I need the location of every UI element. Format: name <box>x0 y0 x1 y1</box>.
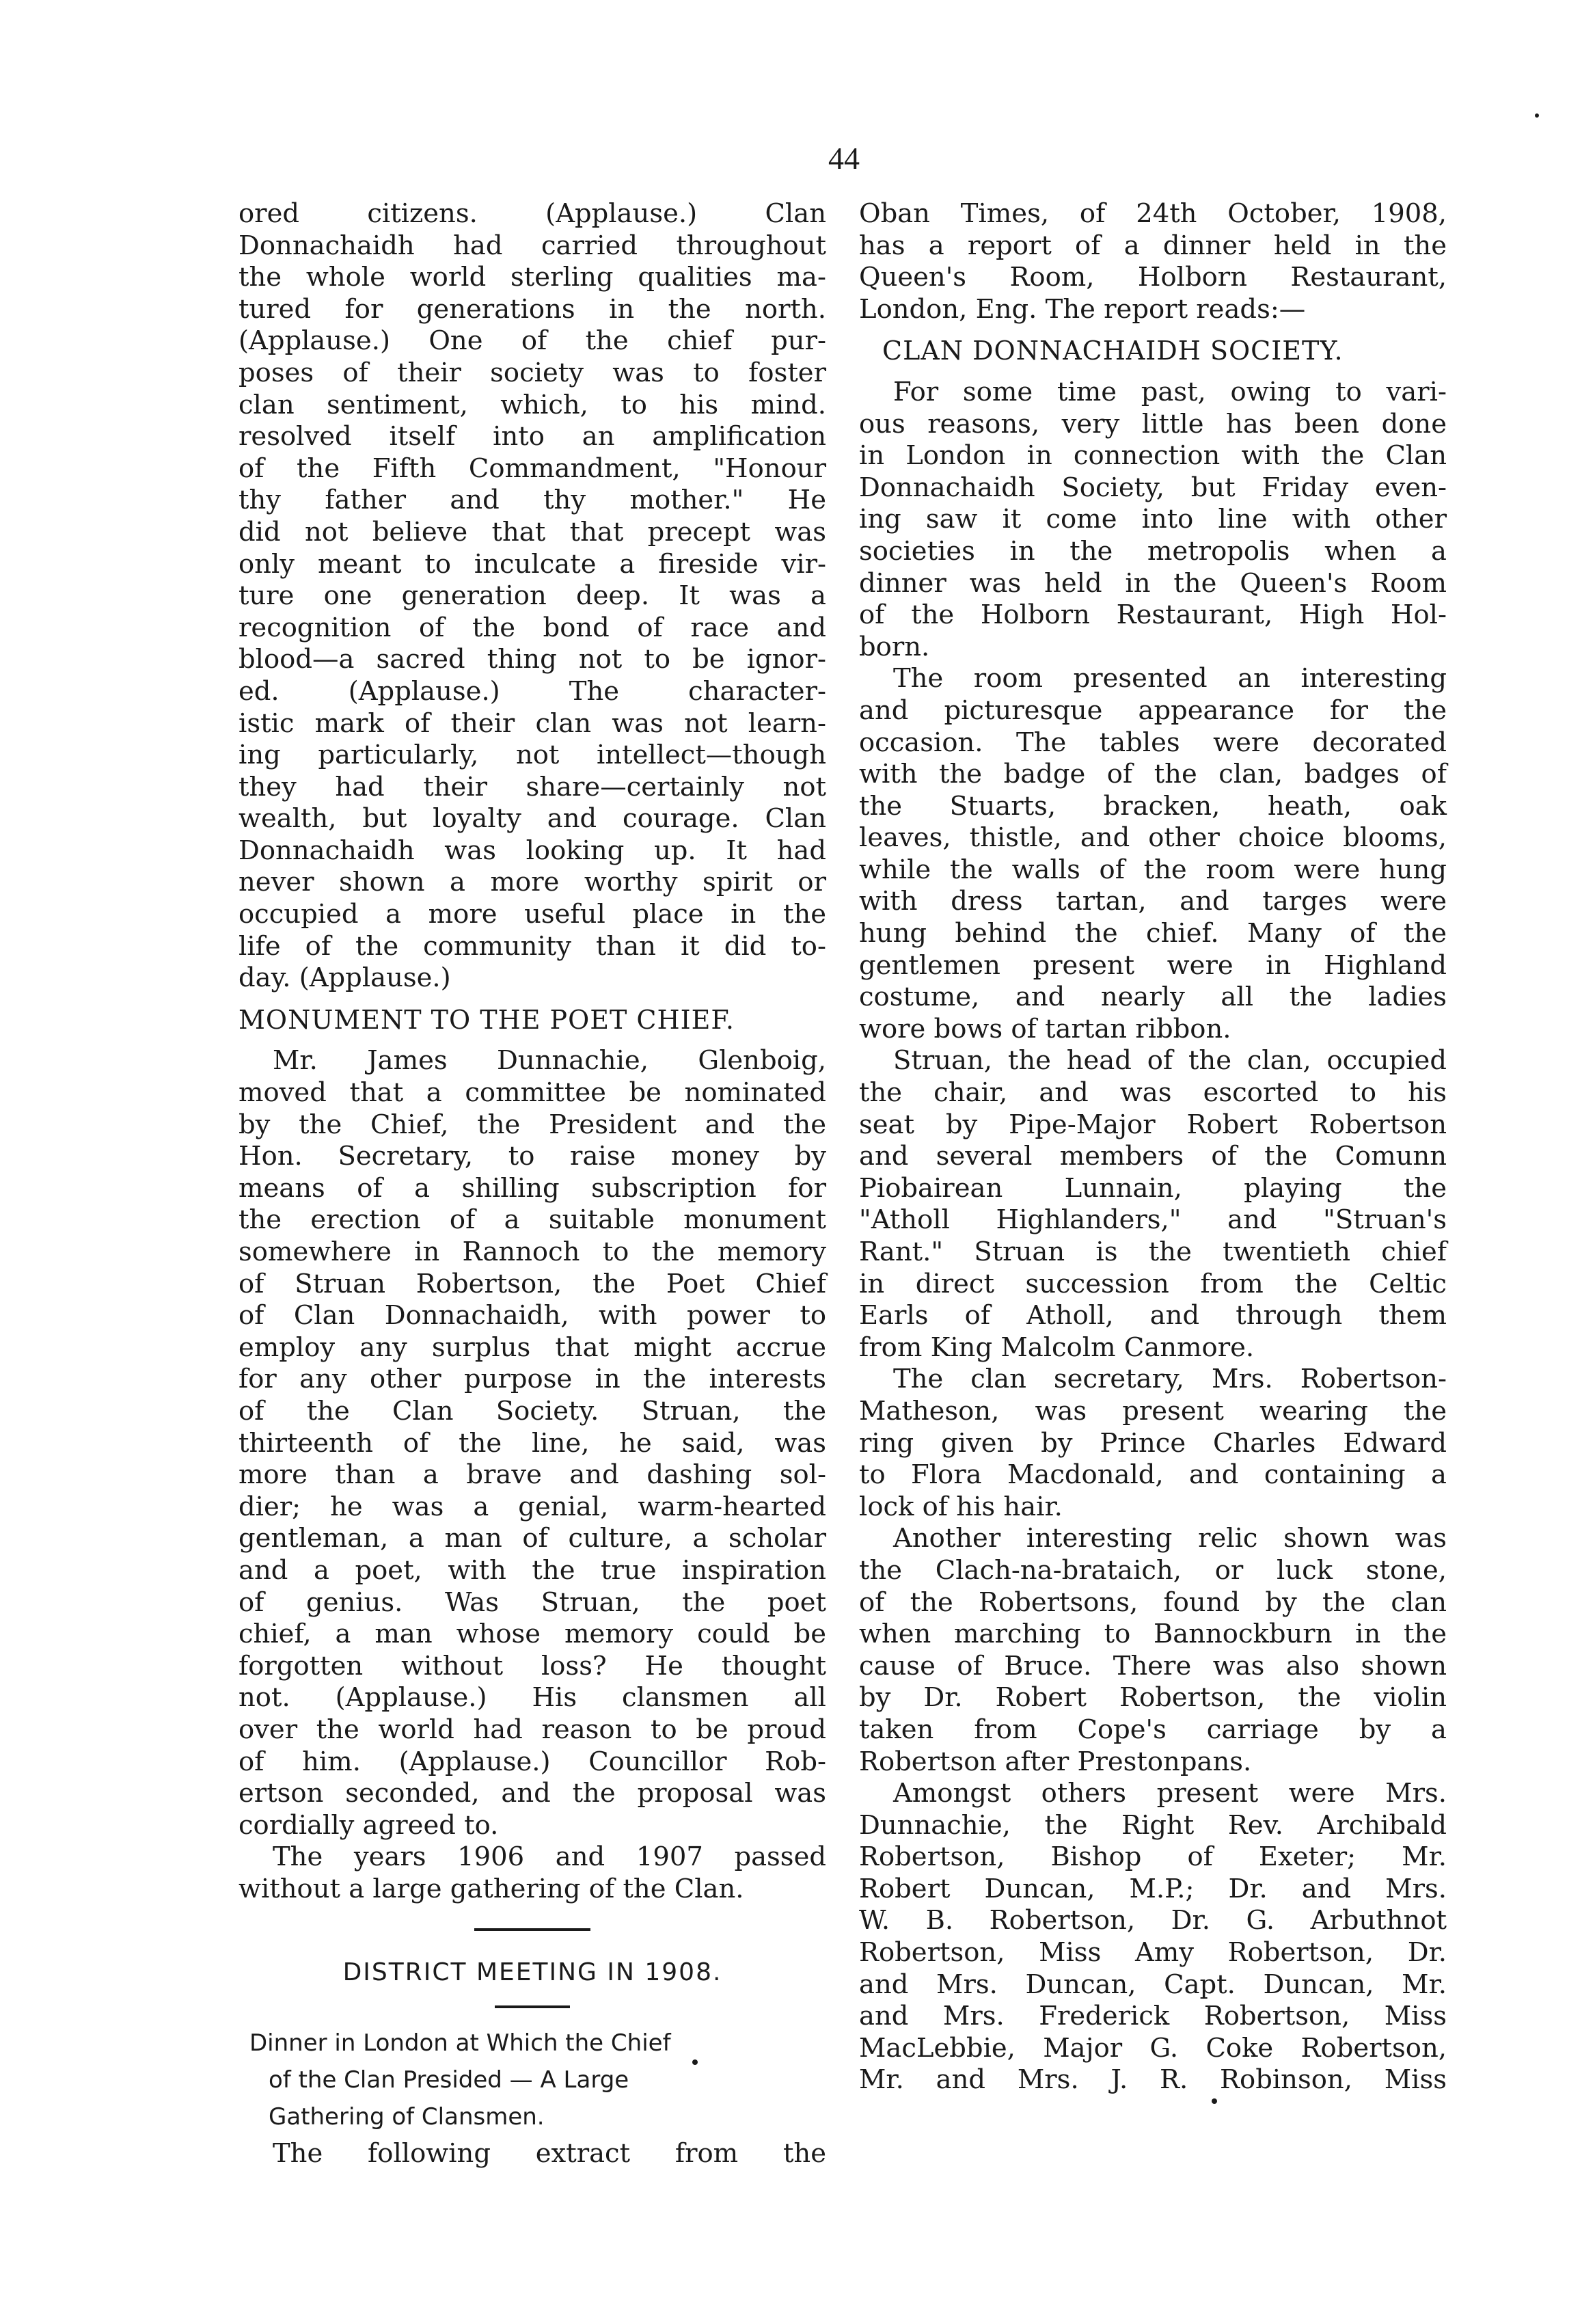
text-line: hung behind the chief. Many of the <box>859 918 1447 949</box>
text-line: for any other purpose in the interests <box>238 1364 826 1395</box>
text-line: over the world had reason to be proud <box>238 1714 826 1745</box>
text-line: dier; he was a genial, warm-hearted <box>238 1491 826 1522</box>
text-line: by Dr. Robert Robertson, the violin <box>859 1682 1447 1714</box>
text-line: thy father and thy mother." He <box>238 485 826 516</box>
text-line: the Stuarts, bracken, heath, oak <box>859 790 1447 822</box>
text-line: recognition of the bond of race and <box>238 612 826 643</box>
text-line: when marching to Bannockburn in the <box>859 1619 1447 1650</box>
text-line: ring given by Prince Charles Edward <box>859 1427 1447 1459</box>
right-para-6 <box>859 1523 1447 1778</box>
text-line: of Clan Donnachaidh, with power to <box>238 1300 826 1332</box>
text-line: without a large gathering of the Clan. <box>238 1873 744 1904</box>
text-line: cordially agreed to. <box>238 1809 499 1841</box>
subheading-line: Dinner in London at Which the Chief <box>249 2029 671 2057</box>
text-line: The clan secretary, Mrs. Robertson- <box>893 1364 1447 1395</box>
heading-monument: MONUMENT TO THE POET CHIEF. <box>238 1004 735 1035</box>
text-line: societies in the metropolis when a <box>859 535 1447 567</box>
text-line: they had their share—certainly not <box>238 771 826 802</box>
text-line: (Applause.) One of the chief pur- <box>238 325 826 357</box>
text-line: forgotten without loss? He thought <box>238 1650 826 1681</box>
text-line: thirteenth of the line, he said, was <box>238 1427 826 1459</box>
short-divider <box>495 2005 570 2008</box>
subheading-line: of the Clan Presided — A Large <box>269 2066 629 2094</box>
text-line: ored citizens. (Applause.) Clan <box>238 198 826 229</box>
page-number: 44 <box>828 141 860 176</box>
text-line: while the walls of the room were hung <box>859 854 1447 885</box>
text-line: did not believe that that precept was <box>238 516 826 548</box>
print-speck <box>1212 2098 1217 2104</box>
text-line: of the Robertsons, found by the clan <box>859 1586 1447 1618</box>
text-line: occasion. The tables were decorated <box>859 727 1447 758</box>
text-line: costume, and nearly all the ladies <box>859 982 1447 1013</box>
text-line: of the Clan Society. Struan, the <box>238 1395 826 1427</box>
text-line: to Flora Macdonald, and containing a <box>859 1459 1447 1491</box>
text-line: the erection of a suitable monument <box>238 1204 826 1236</box>
text-line: occupied a more useful place in the <box>238 899 826 930</box>
text-line: poses of their society was to foster <box>238 357 826 388</box>
text-line: means of a shilling subscription for <box>238 1172 826 1204</box>
text-line: moved that a committee be nominated <box>238 1077 826 1109</box>
left-para-3 <box>238 1841 826 1905</box>
text-line: The room presented an interesting <box>893 663 1447 694</box>
text-line: Donnachaidh had carried throughout <box>238 230 826 261</box>
text-line: Piobairean Lunnain, playing the <box>859 1172 1447 1204</box>
right-para-5 <box>859 1364 1447 1523</box>
heading-clan-society: CLAN DONNACHAIDH SOCIETY. <box>882 336 1344 366</box>
text-line: Donnachaidh was looking up. It had <box>238 835 826 866</box>
text-line: London, Eng. The report reads:— <box>859 293 1306 325</box>
text-line: seat by Pipe-Major Robert Robertson <box>859 1109 1447 1140</box>
text-line: the chair, and was escorted to his <box>859 1077 1447 1109</box>
right-para-2 <box>859 377 1447 663</box>
text-line: For some time past, owing to vari- <box>893 376 1447 407</box>
text-line: only meant to inculcate a fireside vir- <box>238 548 826 580</box>
text-line: of Struan Robertson, the Poet Chief <box>238 1268 826 1299</box>
subheading-line: Gathering of Clansmen. <box>269 2103 545 2131</box>
text-line: and Mrs. Duncan, Capt. Duncan, Mr. <box>859 1969 1447 2000</box>
text-line: Robertson after Prestonpans. <box>859 1746 1252 1777</box>
text-line: tured for generations in the north. <box>238 293 826 325</box>
text-line: blood—a sacred thing not to be ignor- <box>238 644 826 675</box>
text-line: in London in connection with the Clan <box>859 440 1447 472</box>
text-line: leaves, thistle, and other choice blooms, <box>859 822 1447 854</box>
text-line: the Clach-na-brataich, or luck stone, <box>859 1554 1447 1586</box>
text-line: from King Malcolm Canmore. <box>859 1332 1255 1363</box>
text-line: taken from Cope's carriage by a <box>859 1714 1447 1745</box>
text-line: Amongst others present were Mrs. <box>893 1778 1447 1809</box>
text-line: resolved itself into an amplification <box>238 421 826 452</box>
text-line: Queen's Room, Holborn Restaurant, <box>859 262 1447 293</box>
print-speck <box>1535 113 1539 118</box>
text-line: Struan, the head of the clan, occupied <box>893 1045 1447 1077</box>
text-line: lock of his hair. <box>859 1491 1063 1522</box>
text-line: ertson seconded, and the proposal was <box>238 1778 826 1809</box>
text-line: of genius. Was Struan, the poet <box>238 1586 826 1618</box>
text-line: day. (Applause.) <box>238 962 451 994</box>
text-line: W. B. Robertson, Dr. G. Arbuthnot <box>859 1905 1447 1936</box>
text-line: MacLebbie, Major G. Coke Robertson, <box>859 2032 1447 2064</box>
right-para-4 <box>859 1045 1447 1364</box>
text-line: gentlemen present were in Highland <box>859 949 1447 981</box>
text-line: The following extract from the <box>273 2138 826 2170</box>
text-line: Earls of Atholl, and through them <box>859 1300 1447 1332</box>
text-line: wore bows of tartan ribbon. <box>859 1013 1231 1044</box>
text-line: by the Chief, the President and the <box>238 1109 826 1140</box>
text-line: and Mrs. Frederick Robertson, Miss <box>859 2001 1447 2032</box>
text-line: ing saw it come into line with other <box>859 504 1447 535</box>
text-line: Robertson, Bishop of Exeter; Mr. <box>859 1841 1447 1873</box>
left-para-4 <box>238 2138 826 2170</box>
text-line: never shown a more worthy spirit or <box>238 867 826 898</box>
text-line: somewhere in Rannoch to the memory <box>238 1237 826 1267</box>
right-column <box>859 198 1447 2096</box>
text-line: ed. (Applause.) The character- <box>238 675 826 707</box>
left-column <box>238 198 826 2170</box>
text-line: clan sentiment, which, to his mind. <box>238 389 826 420</box>
heading-district-meeting: DISTRICT MEETING IN 1908. <box>342 1958 722 1987</box>
section-divider <box>474 1928 590 1931</box>
text-line: Robert Duncan, M.P.; Dr. and Mrs. <box>859 1873 1447 1904</box>
text-line: Dunnachie, the Right Rev. Archibald <box>859 1809 1447 1841</box>
text-line: Robertson, Miss Amy Robertson, Dr. <box>859 1937 1447 1969</box>
text-line: employ any surplus that might accrue <box>238 1332 826 1363</box>
text-line: ture one generation deep. It was a <box>238 580 826 612</box>
text-line: the whole world sterling qualities ma- <box>238 262 826 293</box>
text-line: The years 1906 and 1907 passed <box>273 1841 826 1873</box>
text-line: ing particularly, not intellect—though <box>238 740 826 771</box>
text-line: born. <box>859 631 930 662</box>
text-line: Mr. James Dunnachie, Glenboig, <box>273 1045 826 1077</box>
text-line: and several members of the Comunn <box>859 1141 1447 1172</box>
text-line: not. (Applause.) His clansmen all <box>238 1682 826 1714</box>
text-line: gentleman, a man of culture, a scholar <box>238 1523 826 1554</box>
text-line: Donnachaidh Society, but Friday even- <box>859 472 1447 503</box>
subheading-dinner <box>238 2027 826 2133</box>
text-line: Mr. and Mrs. J. R. Robinson, Miss <box>859 2064 1447 2096</box>
text-line: ous reasons, very little has been done <box>859 408 1447 440</box>
text-line: wealth, but loyalty and courage. Clan <box>238 803 826 835</box>
text-line: life of the community than it did to- <box>238 930 826 962</box>
text-line: Hon. Secretary, to raise money by <box>238 1141 826 1172</box>
text-line: in direct succession from the Celtic <box>859 1268 1447 1299</box>
text-line: of the Fifth Commandment, "Honour <box>238 452 826 484</box>
right-para-3 <box>859 663 1447 1045</box>
text-line: chief, a man whose memory could be <box>238 1619 826 1650</box>
text-line: of the Holborn Restaurant, High Hol- <box>859 599 1447 631</box>
text-line: istic mark of their clan was not learn- <box>238 707 826 739</box>
text-line: Another interesting relic shown was <box>893 1523 1447 1554</box>
text-line: and a poet, with the true inspiration <box>238 1554 826 1586</box>
text-line: "Atholl Highlanders," and "Struan's <box>859 1204 1447 1236</box>
text-line: dinner was held in the Queen's Room <box>859 567 1447 599</box>
text-line: and picturesque appearance for the <box>859 694 1447 726</box>
print-speck <box>692 2059 698 2065</box>
text-line: with the badge of the clan, badges of <box>859 759 1447 790</box>
right-para-1 <box>859 198 1447 325</box>
left-para-1 <box>238 198 826 995</box>
text-line: Matheson, was present wearing the <box>859 1395 1447 1427</box>
text-line: of him. (Applause.) Councillor Rob- <box>238 1746 826 1777</box>
text-line: Oban Times, of 24th October, 1908, <box>859 198 1447 229</box>
text-line: has a report of a dinner held in the <box>859 230 1447 261</box>
text-line: more than a brave and dashing sol- <box>238 1459 826 1491</box>
text-line: cause of Bruce. There was also shown <box>859 1650 1447 1681</box>
text-line: with dress tartan, and targes were <box>859 886 1447 917</box>
left-para-2 <box>238 1045 826 1841</box>
text-line: Rant." Struan is the twentieth chief <box>859 1237 1447 1267</box>
right-para-7 <box>859 1778 1447 2096</box>
